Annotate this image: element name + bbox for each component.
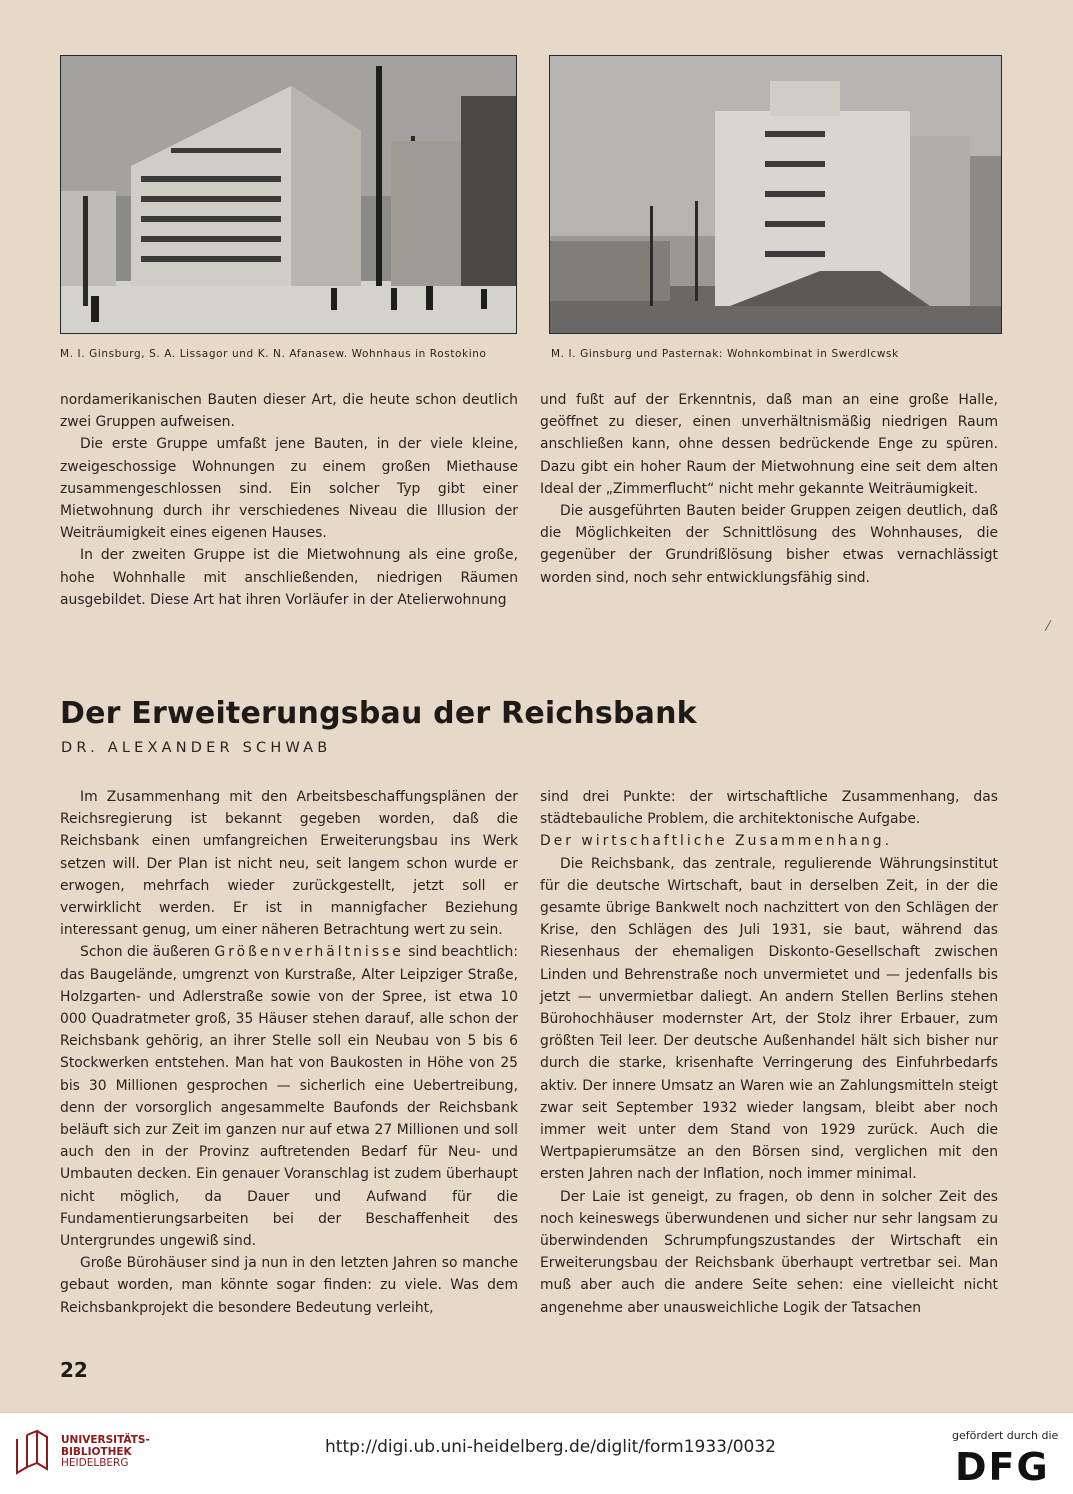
article-left-paragraph-1: Im Zusammenhang mit den Arbeitsbeschaffungsplänen der Reichsregierung ist bekannt gegeben worden, daß die Reichsbank einen umfangreichen Erweiterungsbau ins Werk setzen will. Der Plan ist nicht neu, seit langem schon wurde er erwogen, mehrfach wieder zurückgestellt, jetzt soll er verwirklicht werden. Er ist in mannigfacher Beziehung interessant genug, um einer näheren Betrachtung wert zu sein. bbox=[60, 789, 518, 939]
page-number: 22 bbox=[60, 1358, 88, 1382]
photo-right-caption: M. I. Ginsburg und Pasternak: Wohnkombinat in Swerdlcwsk bbox=[551, 348, 899, 360]
article-right-paragraph-2: Die Reichsbank, das zentrale, regulierende Währungsinstitut für die deutsche Wirtschaft, baut in derselben Zeit, in der die gesamte übrige Bankwelt noch nachzittert von den Schlägen der Krise, den Schlägen des Juli 1931, sie baut, während das Riesenhaus der ehemaligen Diskonto-Gesellschaft zwischen Linden und Behrenstraße noch unvermietet und — jedenfalls bis jetzt — unvermietbar daliegt. An andern Stellen Berlins stehen Bürohochhäuser modernster Art, der Stolz ihrer Erbauer, zum größten Teil leer. Der deutsche Außenhandel hält sich bisher nur durch die starke, krisenhafte Verringerung des Einfuhrbedarfs aktiv. Der innere Umsatz an Waren wie an Zahlungsmitteln steigt zwar seit September 1932 wieder langsam, bleibt aber noch immer weit unter dem Stand von 1929 zurück. Auch die Wertpapierumsätze an den Börsen sind, verglichen mit den ersten Jahren nach der Inflation, noch immer minimal. bbox=[540, 855, 998, 1183]
article-right-paragraph-3: Der Laie ist geneigt, zu fragen, ob denn in solcher Zeit des noch keineswegs überwundenen und sicher nur sehr langsam zu überwindenden Schrumpfungszustandes der Wirtschaft ein Erweiterungsbau der Reichsbank überhaupt vertretbar sei. Man muß aber auch die andere Seite sehen: eine vielleicht nicht angenehme aber unausweichliche Logik der Tatsachen bbox=[540, 1188, 998, 1316]
article-column-right bbox=[540, 786, 998, 1319]
university-library-name bbox=[61, 1435, 150, 1470]
article-right-paragraph-1: sind drei Punkte: der wirtschaftliche Zusammenhang, das städtebauliche Problem, die architektonische Aufgabe. bbox=[540, 789, 998, 828]
article-left-paragraph-3: Große Bürohäuser sind ja nun in den letzten Jahren so manche gebaut worden, man könnte sogar finden: zu viele. Was dem Reichsbankprojekt die besondere Bedeutung verleiht, bbox=[60, 1255, 518, 1316]
library-line-2: BIBLIOTHEK bbox=[61, 1445, 132, 1458]
top-left-paragraph-1: nordamerikanischen Bauten dieser Art, die heute schon deutlich zwei Gruppen aufweisen. bbox=[60, 392, 518, 431]
article-left-paragraph-2 bbox=[60, 941, 518, 1252]
photo-rostokino-image bbox=[61, 56, 516, 333]
spaced-term: Größenverhältnisse bbox=[214, 944, 404, 961]
article-author: DR. ALEXANDER SCHWAB bbox=[61, 740, 332, 756]
paragraph-2-start: Schon die äußeren bbox=[80, 944, 215, 961]
library-line-3: HEIDELBERG bbox=[61, 1457, 129, 1469]
library-line-1: UNIVERSITÄTS- bbox=[61, 1434, 150, 1446]
top-right-paragraph-1: und fußt auf der Erkenntnis, daß man an eine große Halle, geöffnet zu dieser, einen unverhältnismäßig niedrigen Raum anschließen kann, ohne dessen bedrückende Enge zu spüren. Dazu gibt ein hoher Raum der Mietwohnung eine seit dem alten Ideal der „Zimmerflucht“ nicht mehr gekannte Weiträumigkeit. bbox=[540, 392, 998, 497]
top-right-paragraph-2: Die ausgeführten Bauten beider Gruppen zeigen deutlich, daß die Möglichkeiten der Schnittlösung des Wohnhauses, die gegenüber der Grundrißlösung bisher etwas vernachlässigt worden sind, noch sehr entwicklungsfähig sind. bbox=[540, 503, 998, 586]
top-left-paragraph-3: In der zweiten Gruppe ist die Mietwohnung als eine große, hohe Wohnhalle mit anschließenden, niedrigen Räumen ausgebildet. Diese Art hat ihren Vorläufer in der Atelierwohnung bbox=[60, 547, 518, 608]
photo-swerdlowsk bbox=[549, 55, 1002, 334]
top-column-left bbox=[60, 389, 518, 611]
source-url-link[interactable]: http://digi.ub.uni-heidelberg.de/diglit/form1933/0032 bbox=[325, 1437, 776, 1457]
university-library-logo-icon bbox=[13, 1429, 53, 1475]
funded-by-label: gefördert durch die bbox=[952, 1429, 1059, 1442]
photo-rostokino bbox=[60, 55, 517, 334]
photo-swerdlowsk-image bbox=[550, 56, 1001, 333]
article-column-left bbox=[60, 786, 518, 1319]
top-column-right bbox=[540, 389, 998, 589]
article-title: Der Erweiterungsbau der Reichsbank bbox=[60, 696, 697, 731]
paragraph-2-rest: sind beachtlich: das Baugelände, umgrenzt von Kurstraße, Alter Leipziger Straße, Holzgarten- und Adlerstraße sowie von der Spree, ist etwa 10 000 Quadratmeter groß, 35 Häuser stehen darauf, alle schon der Reichsbank gehörig, an ihrer Stelle soll ein Neubau von 5 bis 6 Stockwerken entstehen. Man hat von Baukosten in Höhe von 25 bis 30 Millionen gesprochen — sicherlich eine Uebertreibung, denn der vorsorglich angesammelte Baufonds der Reichsbank beläuft sich zur Zeit im ganzen nur auf etwa 27 Millionen und soll auch den in der Provinz auftretenden Bedarf für Neu- und Umbauten decken. Ein genauer Voranschlag ist zudem überhaupt nicht möglich, da Dauer und Aufwand für die Fundamentierungsarbeiten bei der Beschaffenheit des Untergrundes ungewiß sind. bbox=[60, 944, 518, 1250]
dfg-logo: DFG bbox=[955, 1445, 1050, 1489]
photo-left-caption: M. I. Ginsburg, S. A. Lissagor und K. N. Afanasew. Wohnhaus in Rostokino bbox=[60, 348, 487, 360]
top-left-paragraph-2: Die erste Gruppe umfaßt jene Bauten, in der viele kleine, zweigeschossige Wohnungen zu einem großen Miethause zusammengeschlossen sind. Ein solcher Typ gibt einer Mietwohnung durch ihr verschiedenes Niveau die Illusion der Weiträumigkeit eines eigenen Hauses. bbox=[60, 436, 518, 542]
section-subhead: Der wirtschaftliche Zusammenhang. bbox=[540, 833, 892, 850]
